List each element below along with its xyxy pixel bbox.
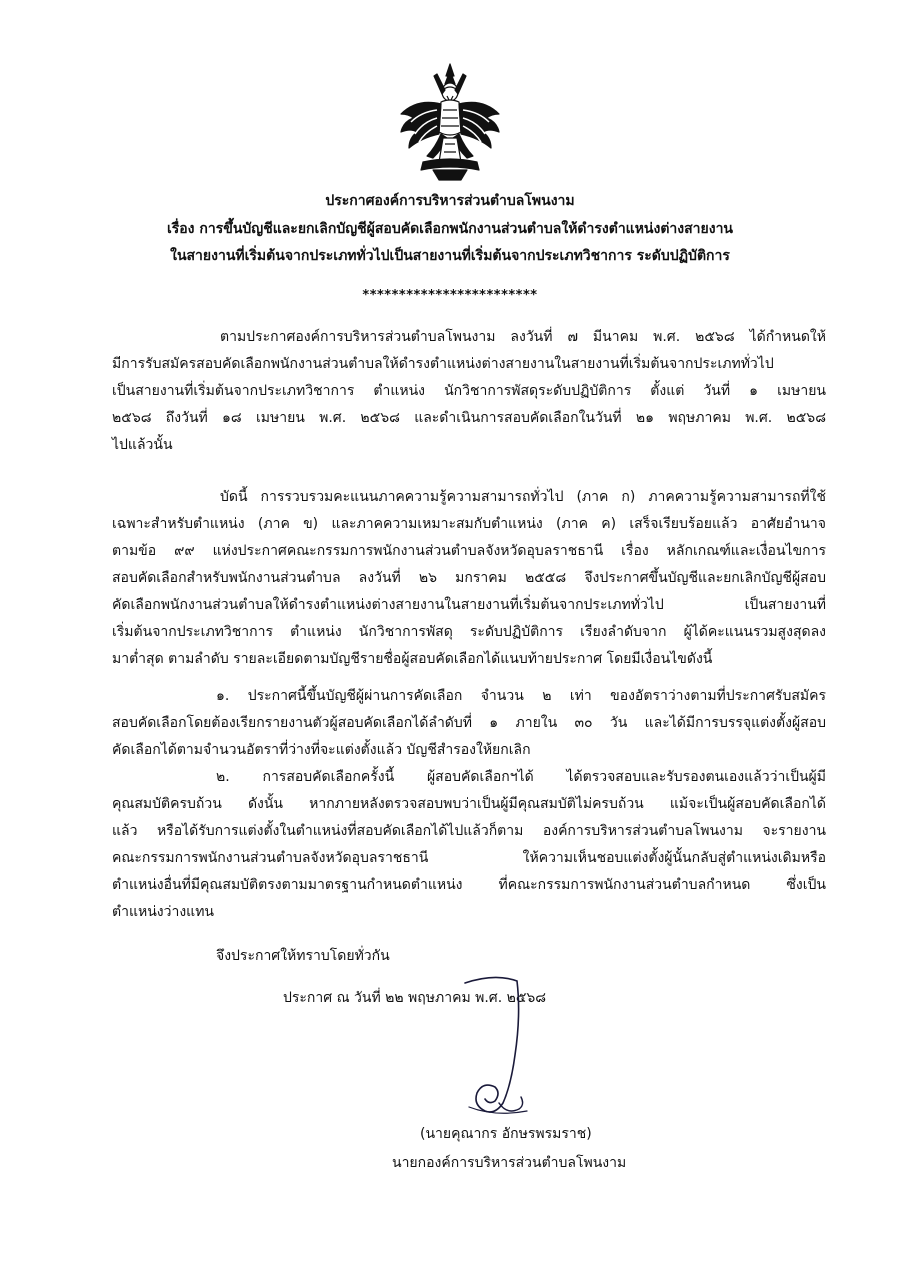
garuda-emblem-icon [397,62,503,182]
body-text-line: ตามประกาศองค์การบริหารส่วนตำบลโพนงาม ลงวันที่ ๗ มีนาคม พ.ศ. ๒๕๖๘ ได้กำหนดให้ [220,329,826,345]
body-text-line: บัดนี้ การรวบรวมคะแนนภาคความรู้ความสามารถทั่วไป (ภาค ก) ภาคความรู้ความสามารถที่ใช้ [220,489,826,505]
condition-item-2-line: คุณสมบัติครบถ้วน ดังนั้น หากภายหลังตรวจสอบพบว่าเป็นผู้มีคุณสมบัติไม่ครบถ้วน แม้จะเป็นผู้สอบคัดเลือกได้ [112,796,826,812]
body-text-line: คัดเลือกพนักงานส่วนตำบลให้ดำรงตำแหน่งต่างสายงานในสายงานที่เริ่มต้นจากประเภททั่วไป เป็นสายงานที่ [112,597,826,613]
separator-stars: ************************ [362,288,538,303]
body-text-line: ๒๕๖๘ ถึงวันที่ ๑๘ เมษายน พ.ศ. ๒๕๖๘ และดำเนินการสอบคัดเลือกในวันที่ ๒๑ พฤษภาคม พ.ศ. ๒๕๖๘ [112,410,826,426]
announcement-subject-line-2: ในสายงานที่เริ่มต้นจากประเภททั่วไปเป็นสายงานที่เริ่มต้นจากประเภทวิชาการ ระดับปฏิบัติการ [170,248,730,264]
announcement-subject-line-1: เรื่อง การขึ้นบัญชีและยกเลิกบัญชีผู้สอบคัดเลือกพนักงานส่วนตำบลให้ดำรงตำแหน่งต่างสายงาน [166,221,734,237]
announcement-title: ประกาศองค์การบริหารส่วนตำบลโพนงาม [325,193,575,209]
condition-item-1-line: สอบคัดเลือกโดยต้องเรียกรายงานตัวผู้สอบคัดเลือกได้ลำดับที่ ๑ ภายใน ๓๐ วัน และได้มีการบรรจุแต่งตั้งผู้สอบ [112,715,826,731]
condition-item-2-line: แล้ว หรือได้รับการแต่งตั้งในตำแหน่งที่สอบคัดเลือกได้ไปแล้วก็ตาม องค์การบริหารส่วนตำบลโพนงาม จะรายงาน [112,823,826,839]
body-text-line: มาต่ำสุด ตามลำดับ รายละเอียดตามบัญชีรายชื่อผู้สอบคัดเลือกได้แนบท้ายประกาศ โดยมีเงื่อนไขดังนี้ [112,651,713,667]
condition-item-2-line: ๒. การสอบคัดเลือกครั้งนี้ ผู้สอบคัดเลือกฯได้ ได้ตรวจสอบและรับรองตนเองแล้วว่าเป็นผู้มี [216,769,826,785]
body-text-line: สอบคัดเลือกสำหรับพนักงานส่วนตำบล ลงวันที่ ๒๖ มกราคม ๒๕๕๘ จึงประกาศขึ้นบัญชีและยกเลิกบัญชีผู้สอบ [112,570,826,586]
condition-item-2-line: ตำแหน่งว่างแทน [112,904,214,920]
announcement-date: ประกาศ ณ วันที่ ๒๒ พฤษภาคม พ.ศ. ๒๕๖๘ [283,990,547,1006]
closing-statement: จึงประกาศให้ทราบโดยทั่วกัน [216,948,390,964]
handwritten-signature-icon [455,975,545,1125]
condition-item-1-line: ๑. ประกาศนี้ขึ้นบัญชีผู้ผ่านการคัดเลือก จำนวน ๒ เท่า ของอัตราว่างตามที่ประกาศรับสมัคร [216,688,826,704]
signatory-position: นายกองค์การบริหารส่วนตำบลโพนงาม [392,1155,627,1171]
signatory-name: (นายคุณากร อักษรพรมราช) [420,1126,592,1142]
body-text-line: มีการรับสมัครสอบคัดเลือกพนักงานส่วนตำบลให้ดำรงตำแหน่งต่างสายงานในสายงานที่เริ่มต้นจากประเภททั่วไป [112,356,774,372]
body-text-line: ไปแล้วนั้น [112,437,173,453]
body-text-line: เฉพาะสำหรับตำแหน่ง (ภาค ข) และภาคความเหมาะสมกับตำแหน่ง (ภาค ค) เสร็จเรียบร้อยแล้ว อาศัยอำนาจ [112,516,826,532]
body-text-line: เป็นสายงานที่เริ่มต้นจากประเภทวิชาการ ตำแหน่ง นักวิชาการพัสดุระดับปฏิบัติการ ตั้งแต่ วันที่ ๑ เมษายน [112,383,826,399]
condition-item-2-line: ตำแหน่งอื่นที่มีคุณสมบัติตรงตามมาตรฐานกำหนดตำแหน่ง ที่คณะกรรมการพนักงานส่วนตำบลกำหนด ซึ่งเป็น [112,877,826,893]
body-text-line: เริ่มต้นจากประเภทวิชาการ ตำแหน่ง นักวิชาการพัสดุ ระดับปฏิบัติการ เรียงลำดับจาก ผู้ได้คะแนนรวมสูงสุดลง [112,624,826,640]
body-text-line: ตามข้อ ๙๙ แห่งประกาศคณะกรรมการพนักงานส่วนตำบลจังหวัดอุบลราชธานี เรื่อง หลักเกณฑ์และเงื่อนไขการ [112,543,826,559]
condition-item-1-line: คัดเลือกได้ตามจำนวนอัตราที่ว่างที่จะแต่งตั้งแล้ว บัญชีสำรองให้ยกเลิก [112,742,531,758]
condition-item-2-line: คณะกรรมการพนักงานส่วนตำบลจังหวัดอุบลราชธานี ให้ความเห็นชอบแต่งตั้งผู้นั้นกลับสู่ตำแหน่งเดิมหรือ [112,850,826,866]
